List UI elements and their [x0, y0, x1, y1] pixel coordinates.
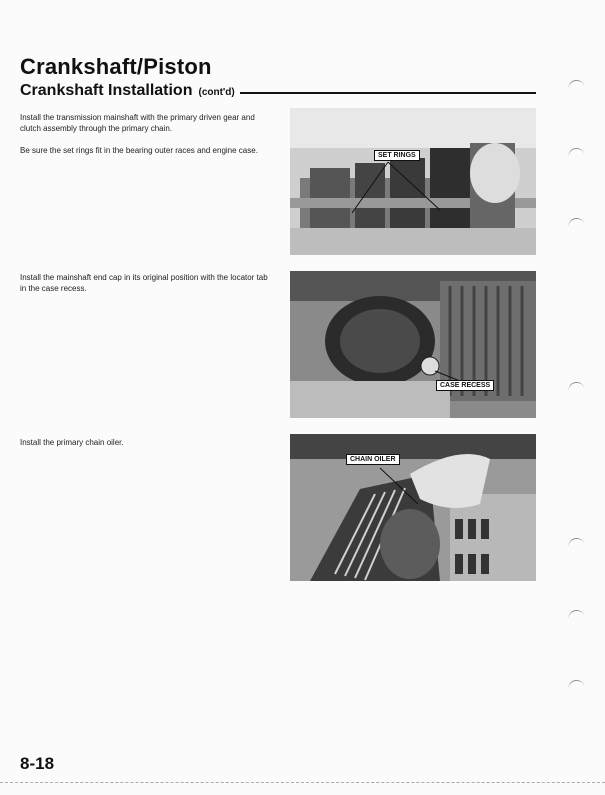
edge-mark: [567, 679, 584, 690]
header-rule: [240, 92, 536, 94]
instruction-3: Install the mainshaft end cap in its original position with the locator tab in the case recess.: [20, 273, 268, 293]
edge-mark: [567, 609, 584, 620]
edge-mark: [567, 381, 584, 392]
edge-mark: [567, 79, 584, 90]
photo-drawing: [290, 271, 536, 418]
bottom-rule: [0, 782, 605, 784]
callout-chain-oiler: CHAIN OILER: [346, 454, 400, 465]
subtitle-contd: (cont'd): [198, 87, 235, 98]
edge-mark: [567, 147, 584, 158]
page-number: 8-18: [20, 754, 55, 773]
figure-case-recess-photo: [290, 271, 536, 418]
edge-mark: [567, 537, 584, 548]
photo-drawing: [290, 108, 536, 255]
instruction-4: Install the primary chain oiler.: [20, 438, 124, 447]
section-subtitle: [20, 82, 235, 100]
figure-set-rings-photo: [290, 108, 536, 255]
callout-set-rings: SET RINGS: [374, 150, 420, 161]
instruction-1: Install the transmission mainshaft with the primary driven gear and clutch assembly through the primary chain.: [20, 113, 255, 133]
subtitle-text: Crankshaft Installation: [20, 82, 193, 99]
instruction-2: Be sure the set rings fit in the bearing outer races and engine case.: [20, 146, 258, 155]
photo-drawing: [290, 434, 536, 581]
edge-mark: [567, 217, 584, 228]
callout-case-recess: CASE RECESS: [436, 380, 494, 391]
figure-chain-oiler-photo: [290, 434, 536, 581]
page-title: Crankshaft/Piston: [20, 54, 212, 79]
